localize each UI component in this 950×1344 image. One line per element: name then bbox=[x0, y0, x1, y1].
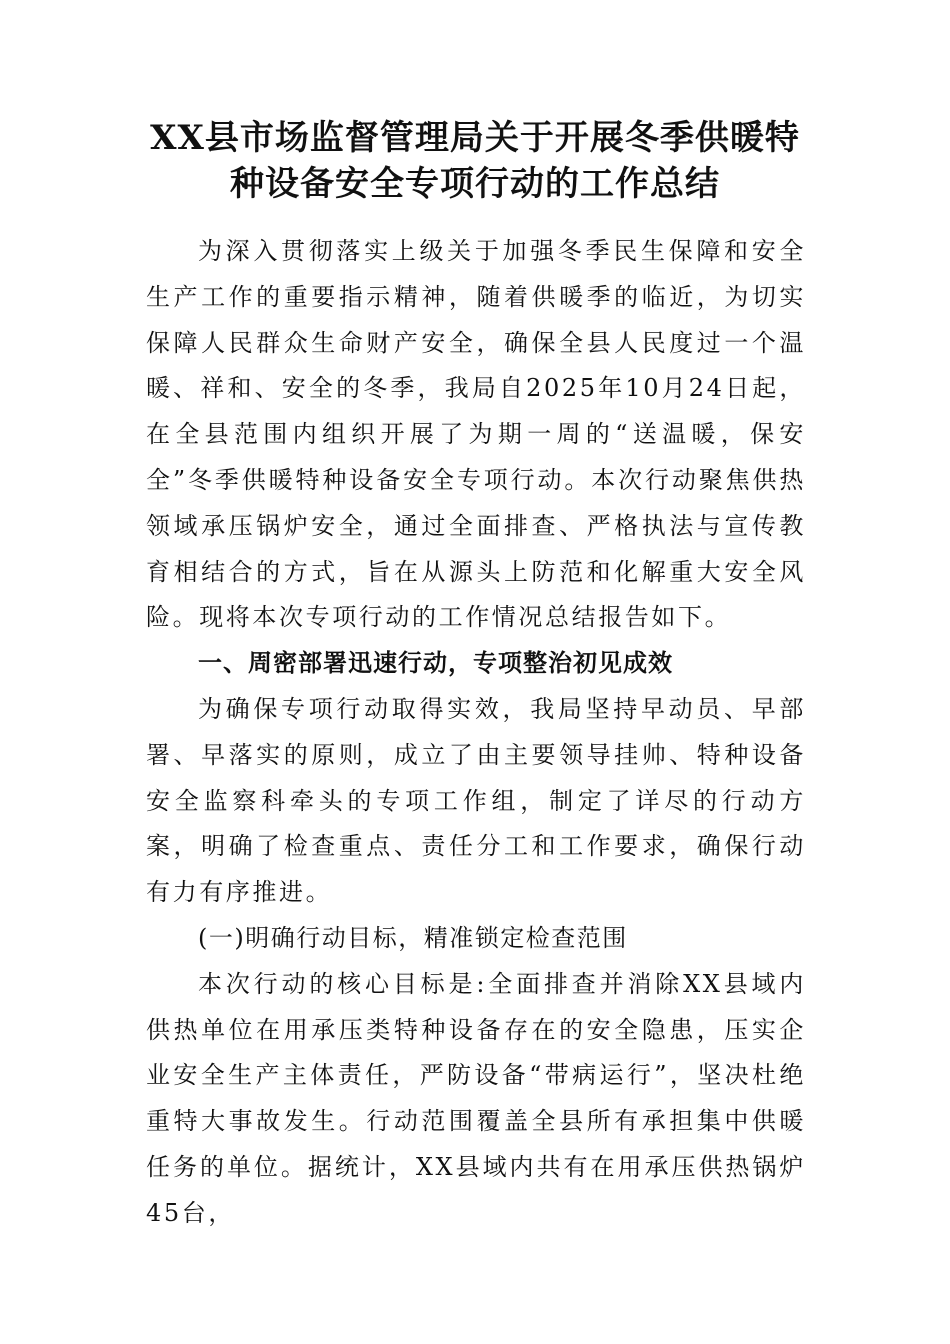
document-body bbox=[146, 229, 806, 1237]
paragraph-goals: 本次行动的核心目标是:全面排查并消除XX县域内供热单位在用承压类特种设备存在的安全隐患，压实企业安全生产主体责任，严防设备“带病运行”，坚决杜绝重特大事故发生。行动范围覆盖全县所有承担集中供暖任务的单位。据统计，XX县域内共有在用承压供热锅炉45台， bbox=[146, 969, 806, 1227]
document-title-line-2: 种设备安全专项行动的工作总结 bbox=[230, 164, 720, 204]
paragraph-deployment: 为确保专项行动取得实效，我局坚持早动员、早部署、早落实的原则，成立了由主要领导挂帅、特种设备安全监察科牵头的专项工作组，制定了详尽的行动方案，明确了检查重点、责任分工和工作要求，确保行动有力有序推进。 bbox=[146, 694, 806, 907]
paragraph-intro: 为深入贯彻落实上级关于加强冬季民生保障和安全生产工作的重要指示精神，随着供暖季的临近，为切实保障人民群众生命财产安全，确保全县人民度过一个温暖、祥和、安全的冬季，我局自2025年10月24日起，在全县范围内组织开展了为期一周的“送温暖，保安全”冬季供暖特种设备安全专项行动。本次行动聚焦供热领域承压锅炉安全，通过全面排查、严格执法与宣传教育相结合的方式，旨在从源头上防范和化解重大安全风险。现将本次专项行动的工作情况总结报告如下。 bbox=[146, 237, 806, 632]
document-title-line-1: XX县市场监督管理局关于开展冬季供暖特 bbox=[150, 118, 800, 158]
section-heading-1: 一、周密部署迅速行动，专项整治初见成效 bbox=[198, 649, 673, 678]
subsection-heading-1-1: (一)明确行动目标，精准锁定检查范围 bbox=[198, 923, 628, 952]
